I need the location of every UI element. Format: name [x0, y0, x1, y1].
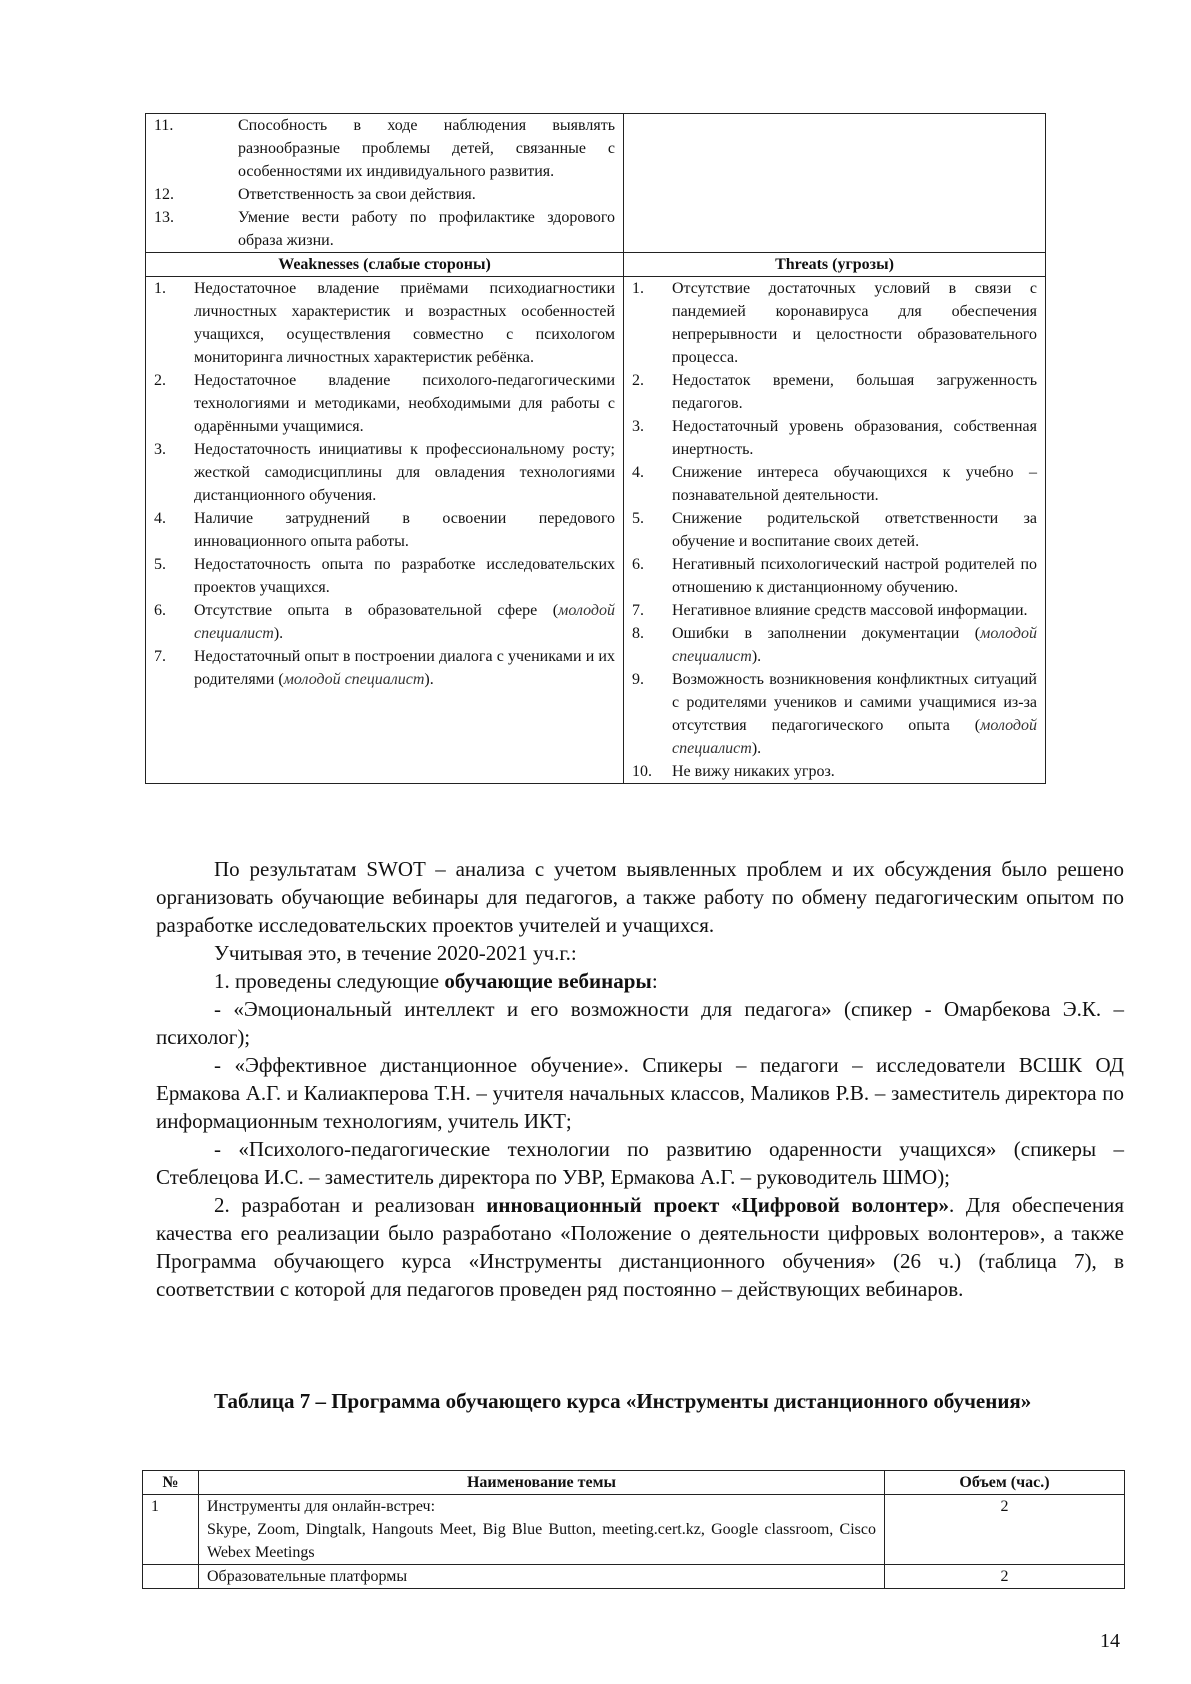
- list-item: 8. Ошибки в заполнении документации (молодой специалист).: [632, 625, 1037, 665]
- list-item: 6. Отсутствие опыта в образовательной сфере (молодой специалист).: [154, 602, 615, 642]
- page-number: 14: [1100, 1630, 1120, 1652]
- list-item: 6. Негативный психологический настрой родителей по отношению к дистанционному обучению.: [632, 556, 1037, 596]
- list-item: 12. Ответственность за свои действия.: [154, 186, 476, 203]
- swot-header-row: [146, 253, 1046, 277]
- strengths-continued-cell: [146, 114, 624, 253]
- list-item: 3. Недостаточный уровень образования, собственная инертность.: [632, 418, 1037, 458]
- threats-heading: Threats (угрозы): [624, 253, 1046, 277]
- list-item: 5. Снижение родительской ответственности за обучение и воспитание своих детей.: [632, 510, 1037, 550]
- list-item: 9. Возможность возникновения конфликтных ситуаций с родителями учеников и самими учащимися из-за отсутствия педагогического опыта (молодой специалист).: [632, 671, 1037, 757]
- list-item: 7. Негативное влияние средств массовой информации.: [632, 602, 1028, 619]
- list-item: 10. Не вижу никаких угроз.: [632, 763, 835, 780]
- paragraph: По результатам SWOT – анализа с учетом выявленных проблем и их обсуждения было решено организовать обучающие вебинары для педагогов, а также работу по обмену педагогическим опытом по разработке исследовательских проектов учителей и учащихся.: [156, 857, 1124, 937]
- list-item: 7. Недостаточный опыт в построении диалога с учениками и их родителями (молодой специалист).: [154, 648, 615, 688]
- table-row: [143, 1495, 1125, 1565]
- swot-strengths-continued-row: [146, 114, 1046, 253]
- paragraph: - «Эмоциональный интеллект и его возможности для педагога» (спикер - Омарбекова Э.К. – психолог);: [156, 997, 1124, 1049]
- weaknesses-heading: Weaknesses (слабые стороны): [146, 253, 624, 277]
- table-row: [143, 1565, 1125, 1589]
- table-header-row: [143, 1471, 1125, 1495]
- swot-table: [145, 113, 1046, 784]
- paragraph: - «Эффективное дистанционное обучение». Спикеры – педагоги – исследователи ВСШК ОД Ермакова А.Г. и Калиакперова Т.Н. – учителя начальных классов, Маликов Р.В. – заместитель директора по информационным технологиям, учитель ИКТ;: [156, 1053, 1124, 1133]
- list-item: 1. Отсутствие достаточных условий в связи с пандемией коронавируса для обеспечения непрерывности и целостности образовательного процесса.: [632, 280, 1037, 366]
- list-item: 11. Способность в ходе наблюдения выявлять разнообразные проблемы детей, связанные с особенностями их индивидуального развития.: [154, 117, 615, 180]
- table-caption: Таблица 7 – Программа обучающего курса «Инструменты дистанционного обучения»: [214, 1389, 1032, 1413]
- topic-cell: Образовательные платформы: [199, 1565, 885, 1589]
- hours-cell: 2: [885, 1495, 1125, 1565]
- list-item: 5. Недостаточность опыта по разработке исследовательских проектов учащихся.: [154, 556, 615, 596]
- threats-cell: [624, 277, 1046, 784]
- course-program-table: [142, 1470, 1125, 1589]
- column-header: №: [143, 1471, 199, 1495]
- column-header: Наименование темы: [199, 1471, 885, 1495]
- column-header: Объем (час.): [885, 1471, 1125, 1495]
- paragraph: 2. разработан и реализован инновационный проект «Цифровой волонтер». Для обеспечения качества его реализации было разработано «Положение о деятельности цифровых волонтеров», а также Программа обучающего курса «Инструменты дистанционного обучения» (26 ч.) (таблица 7), в соответствии с которой для педагогов проведен ряд постоянно – действующих вебинаров.: [156, 1193, 1125, 1301]
- list-item: 1. Недостаточное владение приёмами психодиагностики личностных характеристик и возрастных особенностей учащихся, осуществления совместно с психологом мониторинга личностных характеристик ребёнка.: [154, 280, 615, 366]
- list-item: 4. Наличие затруднений в освоении передового инновационного опыта работы.: [154, 510, 615, 550]
- list-item: 4. Снижение интереса обучающихся к учебно – познавательной деятельности.: [632, 464, 1037, 504]
- swot-list-row: [146, 277, 1046, 784]
- row-number: 1: [143, 1495, 199, 1565]
- paragraph: Учитывая это, в течение 2020-2021 уч.г.:: [214, 941, 577, 965]
- topic-cell: Инструменты для онлайн-встреч: Skype, Zoom, Dingtalk, Hangouts Meet, Big Blue Button, meeting.cert.kz, Google classroom, Cisco Webex Meetings: [199, 1495, 885, 1565]
- body-text: [156, 855, 1124, 1303]
- hours-cell: 2: [885, 1565, 1125, 1589]
- weaknesses-cell: [146, 277, 624, 784]
- list-item: 2. Недостаток времени, большая загруженность педагогов.: [632, 372, 1037, 412]
- paragraph: 1. проведены следующие обучающие вебинары:: [214, 969, 658, 993]
- row-number: [143, 1565, 199, 1589]
- list-item: 3. Недостаточность инициативы к профессиональному росту; жесткой самодисциплины для овладения технологиями дистанционного обучения.: [154, 441, 615, 504]
- opportunities-continued-cell: [624, 114, 1046, 253]
- list-item: 2. Недостаточное владение психолого-педагогическими технологиями и методиками, необходимыми для работы с одарёнными учащимися.: [154, 372, 615, 435]
- list-item: 13. Умение вести работу по профилактике здорового образа жизни.: [154, 209, 615, 249]
- paragraph: - «Психолого-педагогические технологии по развитию одаренности учащихся» (спикеры – Стеблецова И.С. – заместитель директора по УВР, Ермакова А.Г. – руководитель ШМО);: [156, 1137, 1124, 1189]
